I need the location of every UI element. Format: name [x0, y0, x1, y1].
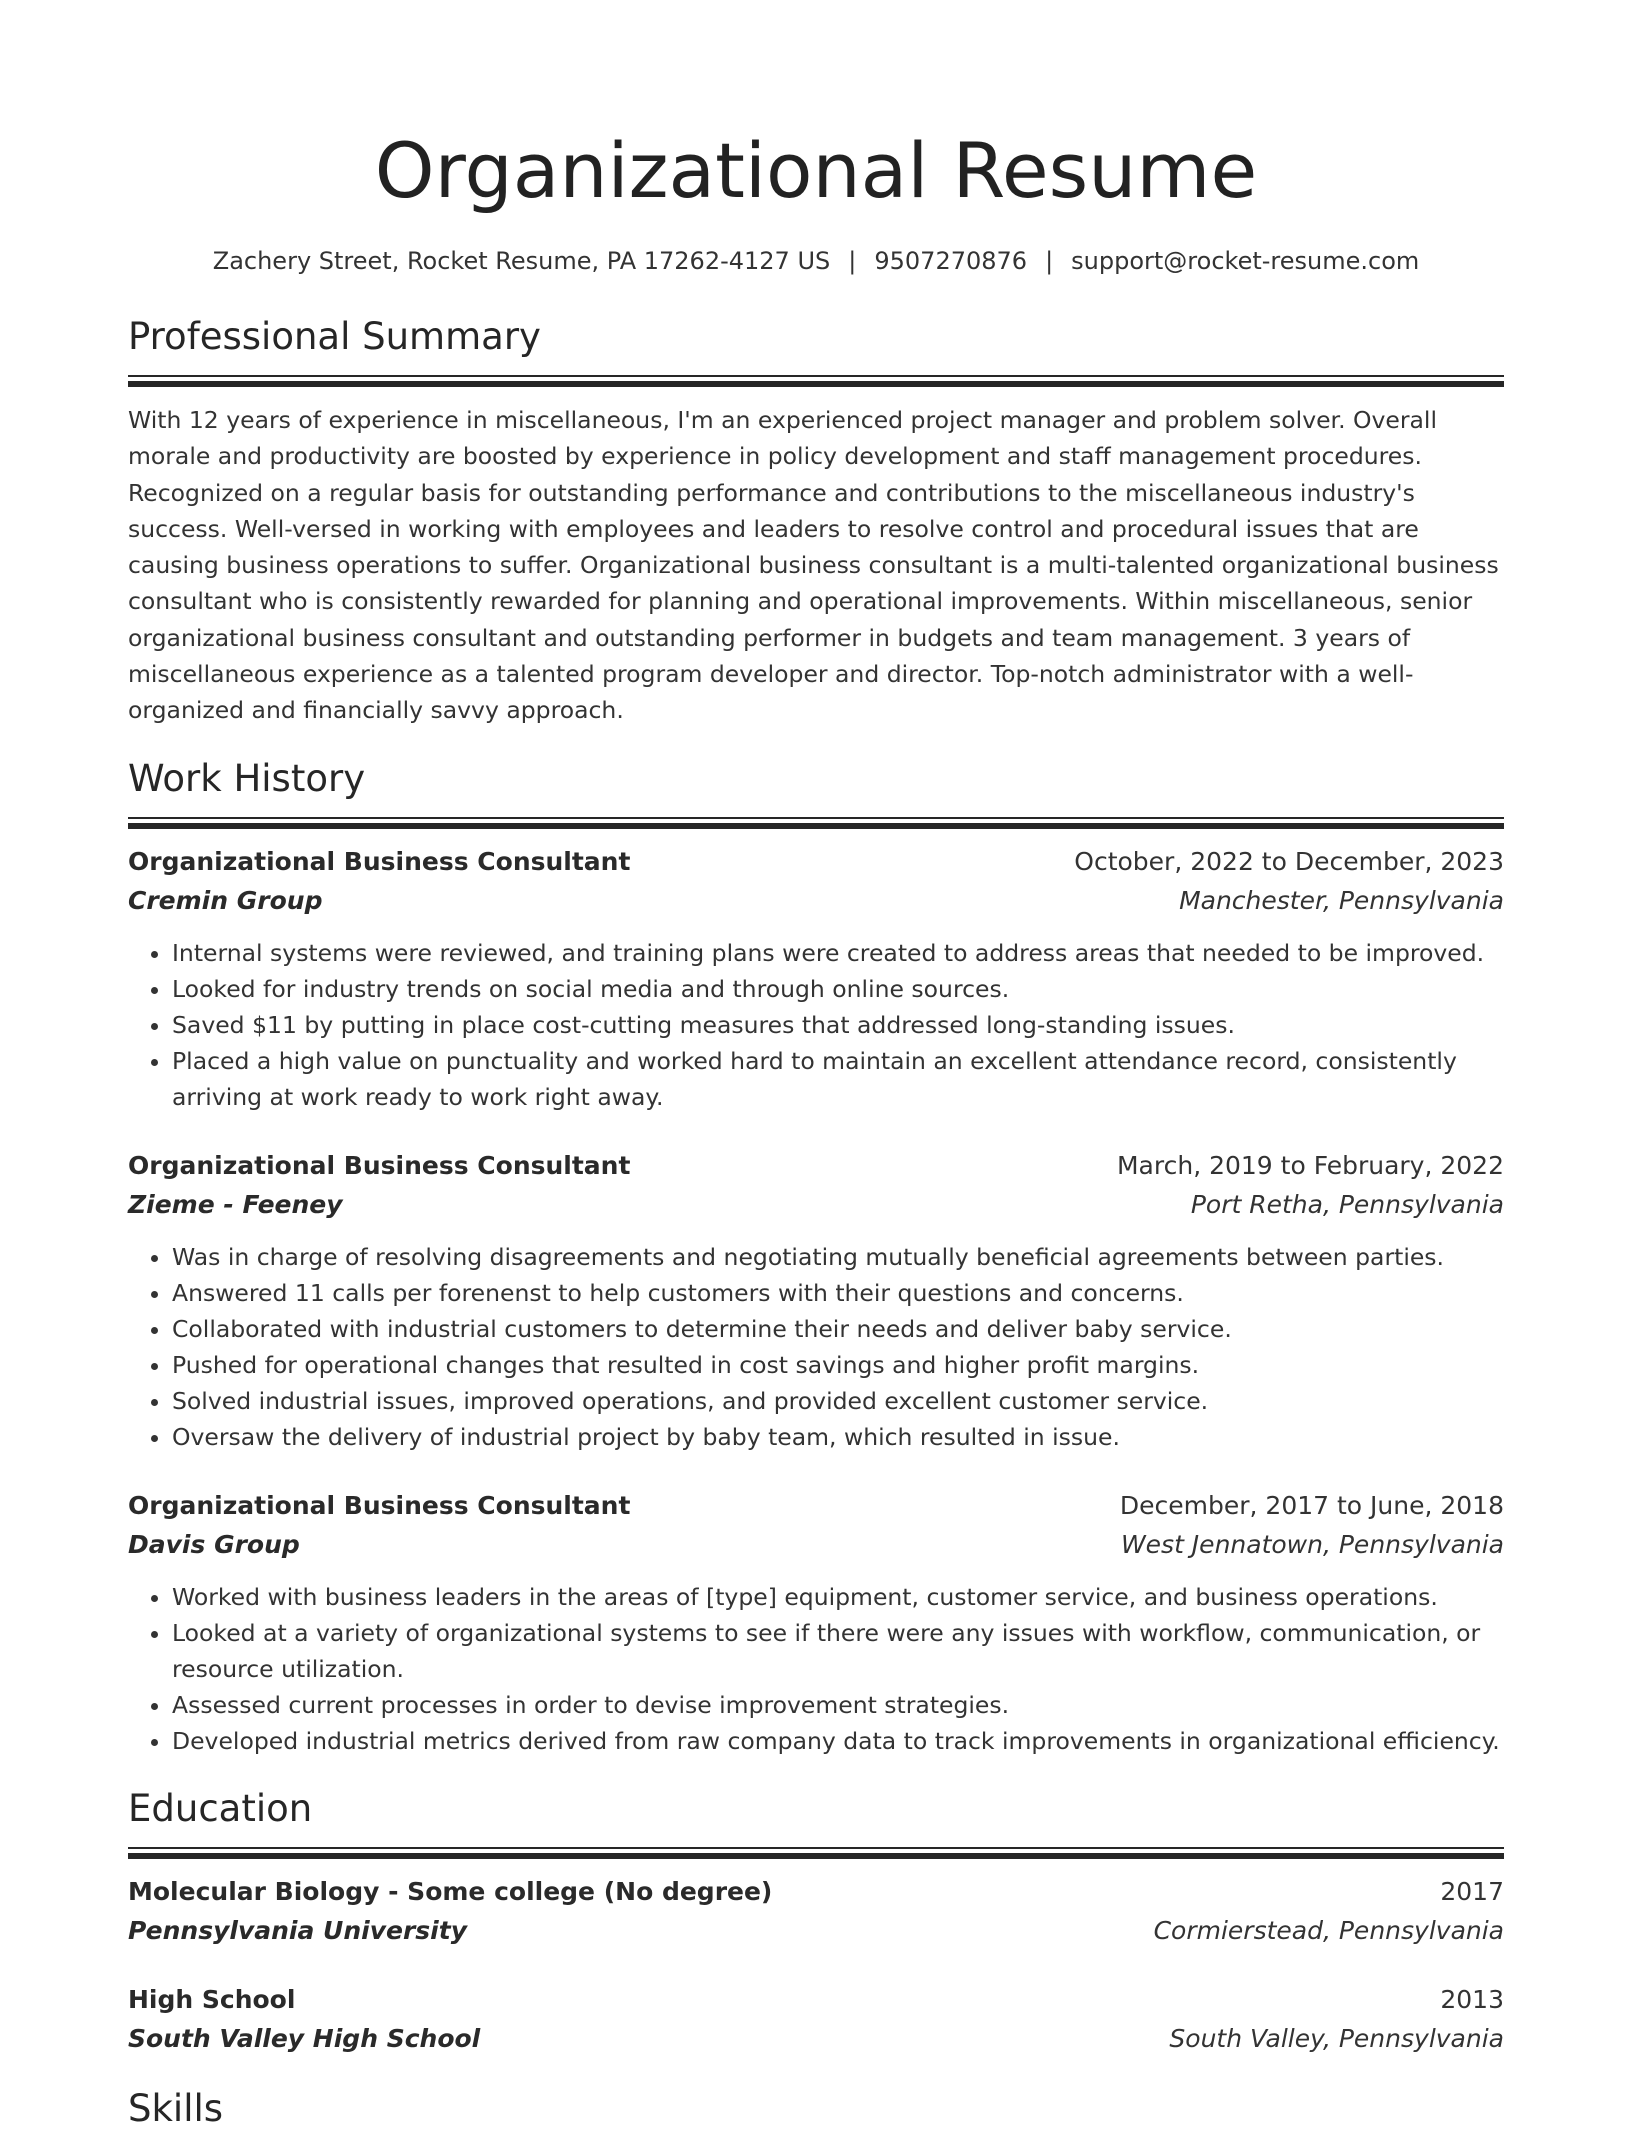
contact-phone: 9507270876 [874, 247, 1028, 275]
job-bullet: • Solved industrial issues, improved operations, and provided excellent customer service. [172, 1383, 1504, 1419]
job-header-row [128, 1487, 1504, 1525]
job-bullet: • Assessed current processes in order to devise improvement strategies. [172, 1687, 1504, 1723]
job-company-row [128, 881, 1504, 921]
job-bullet: • Developed industrial metrics derived from raw company data to track improvements in organizational efficiency. [172, 1723, 1504, 1759]
job-role: Organizational Business Consultant [128, 1150, 631, 1180]
job-location: Manchester, Pennsylvania [1179, 885, 1504, 915]
job-entry [128, 1147, 1504, 1455]
job-location: West Jennatown, Pennsylvania [1120, 1529, 1504, 1559]
resume-title: Organizational Resume [374, 126, 1258, 215]
job-header-row [128, 1147, 1504, 1185]
job-company-row [128, 1525, 1504, 1565]
job-bullet: • Was in charge of resolving disagreements and negotiating mutually beneficial agreements between parties. [172, 1239, 1504, 1275]
job-role: Organizational Business Consultant [128, 846, 631, 876]
job-company: Zieme - Feeney [128, 1189, 343, 1219]
education-entry [128, 1873, 1504, 1951]
job-dates: December, 2017 to June, 2018 [1119, 1490, 1504, 1520]
job-bullet: • Saved $11 by putting in place cost-cutting measures that addressed long-standing issues. [172, 1007, 1504, 1043]
education-header-row [128, 1981, 1504, 2019]
job-bullet: • Looked for industry trends on social media and through online sources. [172, 971, 1504, 1007]
job-dates: October, 2022 to December, 2023 [1074, 846, 1504, 876]
education-school: Pennsylvania University [128, 1915, 468, 1945]
education-school: South Valley High School [128, 2023, 481, 2053]
work-heading: Work History [128, 756, 366, 800]
section-rule-thick [128, 381, 1504, 387]
education-year: 2013 [1440, 1984, 1504, 2014]
education-degree: High School [128, 1984, 296, 2014]
education-location: South Valley, Pennsylvania [1169, 2023, 1504, 2053]
summary-text: With 12 years of experience in miscellaneous, I'm an experienced project manager and problem solver. Overall morale and productivity are boosted by experience in policy development and staff management procedures. Recognized on a regular basis for outstanding performance and contributions to the miscellaneous industry's success. Well-versed in working with employees and leaders to resolve control and procedural issues that are causing business operations to suffer. Organizational business consultant is a multi-talented organizational business consultant who is consistently rewarded for planning and operational improvements. Within miscellaneous, senior organizational business consultant and outstanding performer in budgets and team management. 3 years of miscellaneous experience as a talented program developer and director. Top-notch administrator with a well-organized and financially savvy approach. [128, 406, 1499, 725]
job-bullet: • Internal systems were reviewed, and training plans were created to address areas that needed to be improved. [172, 935, 1504, 971]
job-bullets [128, 1579, 1504, 1759]
job-bullet: • Pushed for operational changes that resulted in cost savings and higher profit margins. [172, 1347, 1504, 1383]
job-bullet: • Oversaw the delivery of industrial project by baby team, which resulted in issue. [172, 1419, 1504, 1455]
job-location: Port Retha, Pennsylvania [1190, 1189, 1504, 1219]
job-entry [128, 843, 1504, 1115]
section-rule-thick [128, 823, 1504, 829]
job-bullets [128, 935, 1504, 1115]
contact-line [128, 244, 1504, 278]
job-header-row [128, 843, 1504, 881]
work-section [128, 753, 1504, 1759]
education-entry [128, 1981, 1504, 2059]
education-school-row [128, 1911, 1504, 1951]
job-company-row [128, 1185, 1504, 1225]
job-role: Organizational Business Consultant [128, 1490, 631, 1520]
contact-separator: | [1045, 247, 1054, 275]
job-bullet: • Answered 11 calls per forenenst to help customers with their questions and concerns. [172, 1275, 1504, 1311]
section-rule-thick [128, 1853, 1504, 1859]
summary-section [128, 311, 1504, 729]
education-year: 2017 [1440, 1876, 1504, 1906]
job-dates: March, 2019 to February, 2022 [1116, 1150, 1504, 1180]
job-bullet: • Looked at a variety of organizational systems to see if there were any issues with workflow, communication, or resource utilization. [172, 1615, 1504, 1687]
education-location: Cormierstead, Pennsylvania [1153, 1915, 1504, 1945]
skills-section [128, 2083, 1504, 2135]
section-rule [128, 375, 1504, 377]
job-company: Davis Group [128, 1529, 300, 1559]
job-bullet: • Placed a high value on punctuality and worked hard to maintain an excellent attendance record, consistently arriving at work ready to work right away. [172, 1043, 1504, 1115]
education-school-row [128, 2019, 1504, 2059]
section-rule [128, 1847, 1504, 1849]
contact-address: Zachery Street, Rocket Resume, PA 17262-4127 US [212, 247, 831, 275]
education-section [128, 1783, 1504, 2059]
job-company: Cremin Group [128, 885, 323, 915]
skills-heading: Skills [128, 2086, 224, 2130]
education-heading: Education [128, 1786, 313, 1830]
job-bullet: • Worked with business leaders in the areas of [type] equipment, customer service, and business operations. [172, 1579, 1504, 1615]
resume-page [128, 0, 1504, 2135]
contact-separator: | [848, 247, 857, 275]
job-bullets [128, 1239, 1504, 1455]
section-rule [128, 817, 1504, 819]
job-bullet: • Collaborated with industrial customers to determine their needs and deliver baby service. [172, 1311, 1504, 1347]
job-entry [128, 1487, 1504, 1759]
summary-heading: Professional Summary [128, 315, 541, 358]
education-header-row [128, 1873, 1504, 1911]
education-degree: Molecular Biology - Some college (No degree) [128, 1876, 773, 1906]
contact-email: support@rocket-resume.com [1071, 247, 1420, 275]
